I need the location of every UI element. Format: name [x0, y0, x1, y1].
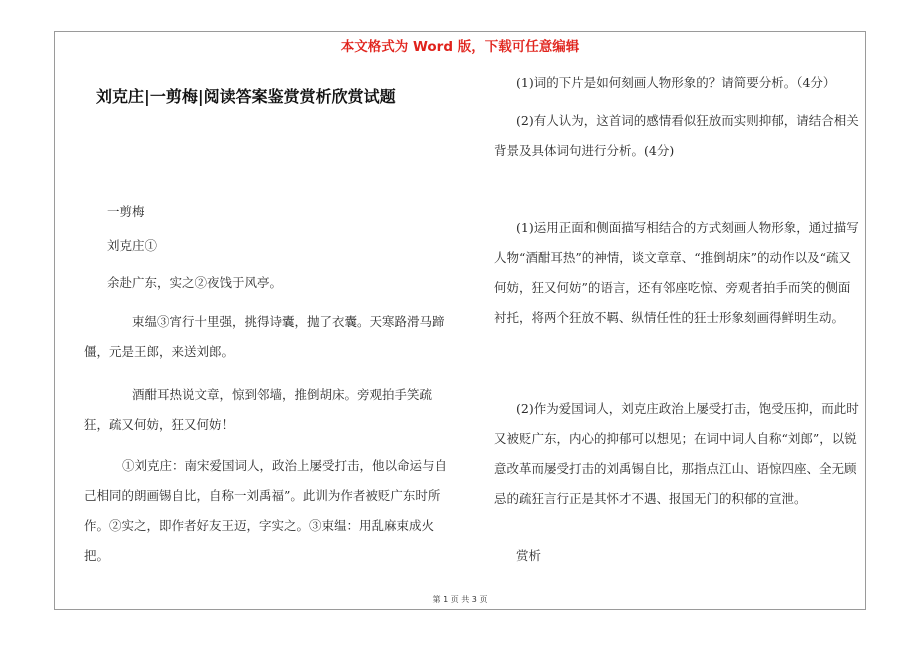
question-1: (1)词的下片是如何刻画人物形象的？请简要分析。（4分）	[516, 75, 836, 90]
poem-preface: 余赴广东，实之②夜饯于风亭。	[107, 275, 283, 290]
page-number: 第 1 页 共 3 页	[432, 595, 488, 604]
page-title: 刘克庄|一剪梅|阅读答案鉴赏赏析欣赏试题	[96, 87, 396, 106]
poem-stanza-1: 束缊③宵行十里强，挑得诗囊，抛了衣囊。天寒路滑马蹄僵，元是王郎，来送刘郎。	[84, 314, 445, 359]
question-2: (2)有人认为，这首词的感情看似狂放而实则抑郁，请结合相关背景及具体词句进行分析。(4分)	[494, 113, 859, 158]
answer-1: (1)运用正面和侧面描写相结合的方式刻画人物形象，通过描写人物“酒酣耳热”的神情，谈文章章、“推倒胡床”的动作以及“疏又何妨，狂又何妨”的语言，还有邻座吃惊、旁观者拍手而笑的侧面衬托，将两个狂放不羁、纵情任性的狂士形象刻画得鲜明生动。	[494, 220, 859, 325]
editable-notice-banner: 本文格式为 Word 版，下载可任意编辑	[340, 39, 580, 55]
poem-footnotes: ①刘克庄：南宋爱国词人，政治上屡受打击，他以命运与自己相同的朗画锡自比，自称一刘禹福”。此训为作者被贬广东时所作。②实之，即作者好友王迈，字实之。③束缊：用乱麻束成火把。	[84, 458, 448, 563]
poem-author: 刘克庄①	[107, 238, 158, 253]
poem-title: 一剪梅	[107, 204, 145, 219]
poem-stanza-2: 酒酣耳热说文章，惊到邻墙，推倒胡床。旁观拍手笑疏狂，疏又何妨，狂又何妨！	[84, 387, 433, 432]
appreciation-heading: 赏析	[516, 548, 542, 563]
answer-2: (2)作为爱国词人，刘克庄政治上屡受打击，饱受压抑，而此时又被贬广东，内心的抑郁可以想见；在词中词人自称“刘郎”，以锐意改革而屡受打击的刘禹锡自比，那指点江山、语惊四座、全无顾忌的疏狂言行正是其怀才不遇、报国无门的积郁的宣泄。	[494, 401, 859, 506]
